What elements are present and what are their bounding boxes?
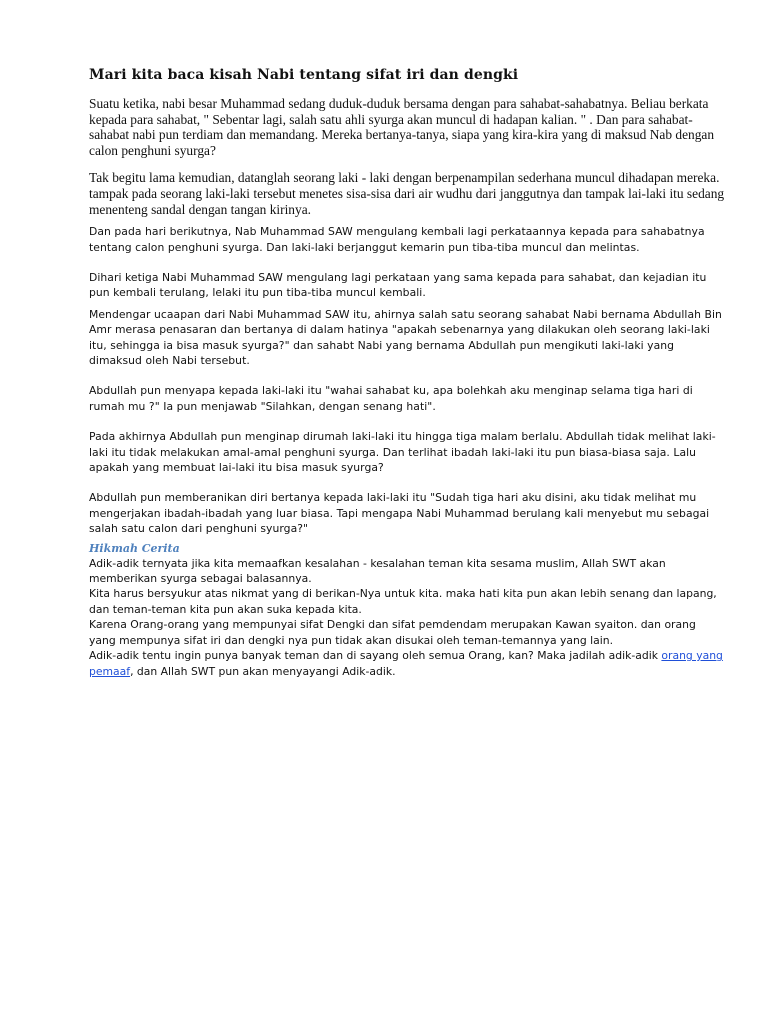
story-paragraph-4: Dihari ketiga Nabi Muhammad SAW mengulang lagi perkataan yang sama kepada para sahabat, dan kejadian itu pun kembali terulang, lelaki itu pun tiba-tiba muncul kembali. xyxy=(89,270,707,300)
story-paragraph-3: Dan pada hari berikutnya, Nab Muhammad SAW mengulang kembali lagi perkataannya kepada para sahabatnya tentang calon penghuni syurga. Dan laki-laki berjanggut kemarin pun tiba-tiba muncul dan melintas. xyxy=(89,225,705,254)
hikmah-line-4-end: , dan Allah SWT pun akan menyayangi Adik-adik. xyxy=(130,664,396,678)
story-paragraph-8: Abdullah pun memberanikan diri bertanya kepada laki-laki itu "Sudah tiga hari aku disini, aku tidak melihat mu mengerjakan ibadah-ibadah yang luar biasa. Tapi mengapa Nabi Muhammad berulang kali menyebut mu sebagai salah satu calon dari penghuni syurga?" xyxy=(89,491,710,536)
story-paragraph-2: Tak begitu lama kemudian, datanglah seorang laki - laki dengan berpenampilan sederhana muncul dihadapan mereka. tampak pada seorang laki-laki tersebut menetes sisa-sisa dari air wudhu dari janggutnya dan tampak lai-laki itu sedang menenteng sandal dengan tangan kirinya. xyxy=(89,170,725,217)
story-paragraph-6: Abdullah pun menyapa kepada laki-laki itu "wahai sahabat ku, apa bolehkah aku menginap selama tiga hari di rumah mu ?" Ia pun menjawab "Silahkan, dengan senang hati". xyxy=(89,384,693,413)
hikmah-line-1: Adik-adik ternyata jika kita memaafkan kesalahan - kesalahan teman kita sesama muslim, Allah SWT akan memberikan syurga sebagai balasannya. xyxy=(89,556,666,586)
story-paragraph-7: Pada akhirnya Abdullah pun menginap dirumah laki-laki itu hingga tiga malam berlalu. Abdullah tidak melihat laki-laki itu tidak melakukan amal-amal penghuni syurga. Dan terlihat ibadah laki-laki itu pun biasa-biasa saja. Lalu apakah yang membuat lai-laki itu bisa masuk syurga? xyxy=(89,430,716,475)
document-page xyxy=(89,66,725,679)
story-paragraph-1: Suatu ketika, nabi besar Muhammad sedang duduk-duduk bersama dengan para sahabat-sahabatnya. Beliau berkata kepada para sahabat, " Sebentar lagi, salah satu ahli syurga akan muncul di hadapan kalian. " . Dan para sahabat-sahabat nabi pun terdiam dan memandang. Mereka bertanya-tanya, siapa yang kira-kira yang di maksud Nab dengan calon penghuni syurga? xyxy=(89,96,715,158)
hikmah-line-3: Karena Orang-orang yang mempunyai sifat Dengki dan sifat pemdendam merupakan Kawan syaiton. dan orang yang mempunya sifat iri dan dengki nya pun tidak akan disukai oleh teman-temannya yang lain. xyxy=(89,618,696,647)
hikmah-line-4-text: Adik-adik tentu ingin punya banyak teman dan di sayang oleh semua Orang, kan? Maka jadilah adik-adik xyxy=(89,649,662,663)
orang-yang-pemaaf-link[interactable]: orang yang pemaaf xyxy=(89,649,723,678)
document-title: Mari kita baca kisah Nabi tentang sifat iri dan dengki xyxy=(89,67,519,83)
hikmah-line-4 xyxy=(89,648,725,679)
hikmah-heading: Hikmah Cerita xyxy=(89,541,180,555)
story-paragraph-5: Mendengar ucaapan dari Nabi Muhammad SAW itu, ahirnya salah satu seorang sahabat Nabi bernama Abdullah Bin Amr merasa penasaran dan bertanya di dalam hatinya "apakah sebenarnya yang dilakukan oleh seorang laki-laki itu, sehingga ia bisa masuk syurga?" dan sahabt Nabi yang bernama Abdullah pun mengikuti laki-laki yang dimaksud oleh Nabi tersebut. xyxy=(89,307,722,367)
hikmah-line-2: Kita harus bersyukur atas nikmat yang di berikan-Nya untuk kita. maka hati kita pun akan lebih senang dan lapang, dan teman-teman kita pun akan suka kepada kita. xyxy=(89,587,717,616)
